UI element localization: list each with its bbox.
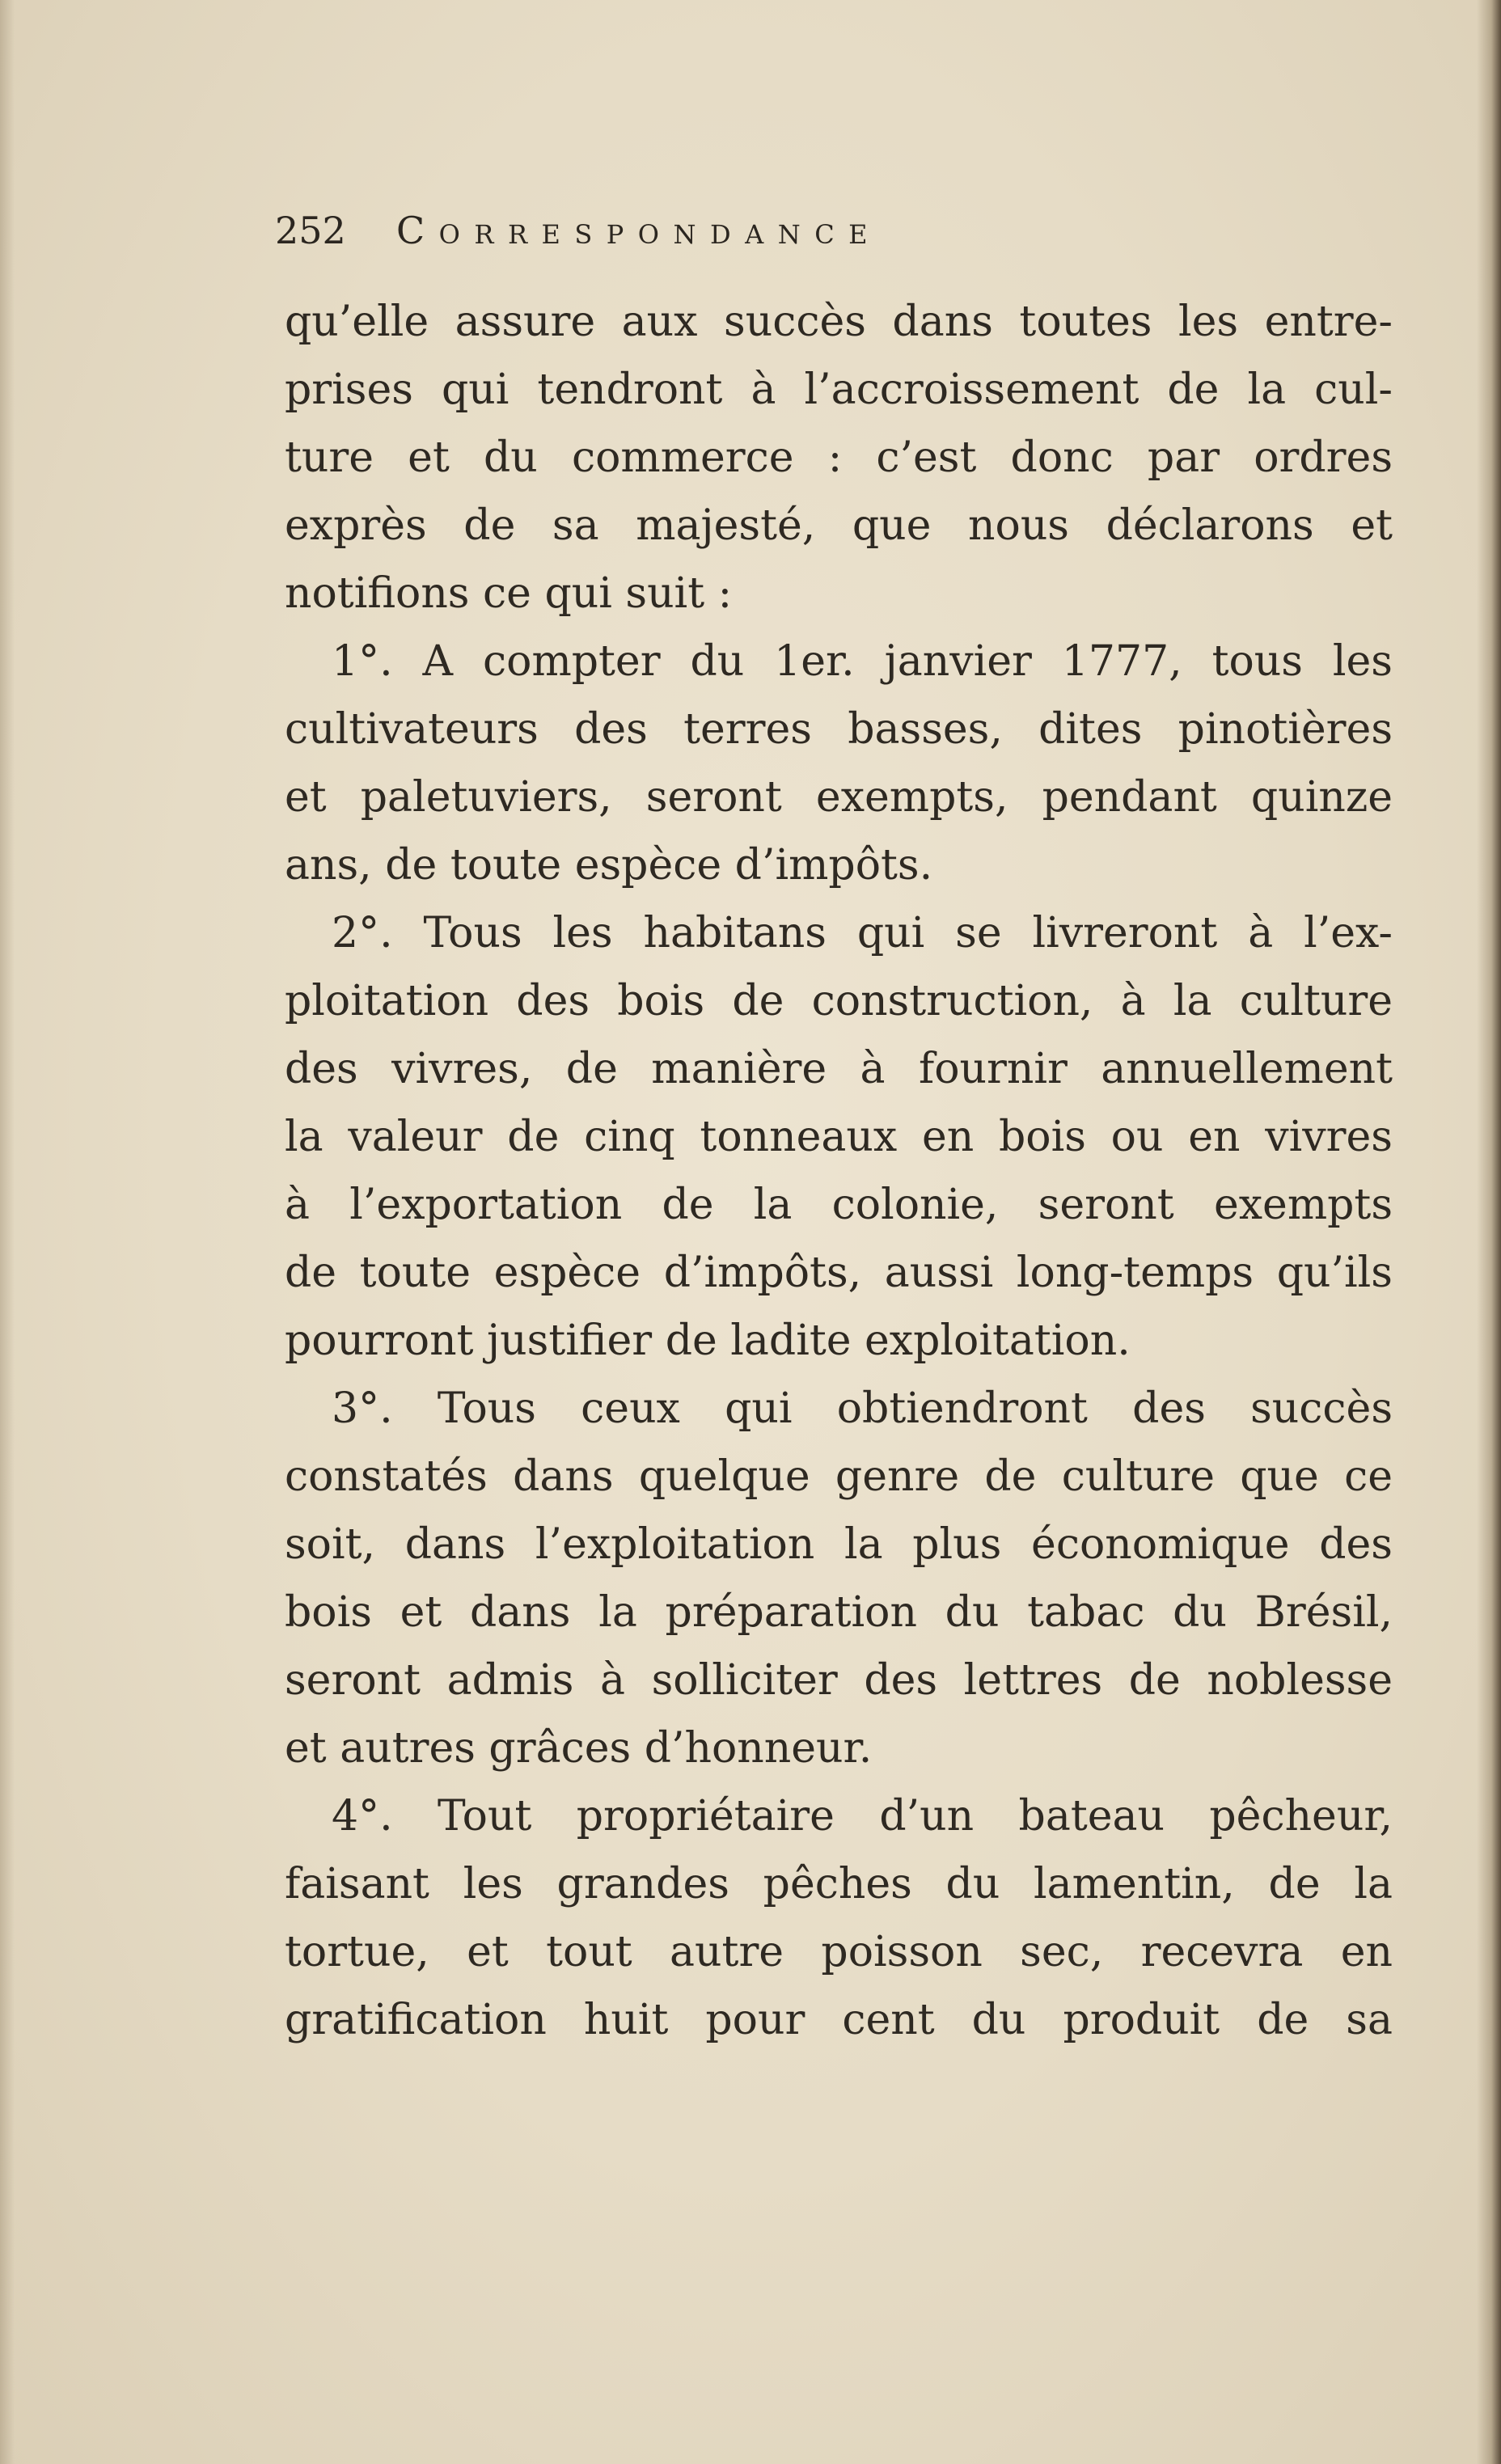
page-number: 252 — [275, 209, 346, 252]
text-line: de toute espèce d’impôts, aussi long-temps qu’ils — [285, 1249, 1393, 1297]
text-line: ans, de toute espèce d’impôts. — [285, 841, 933, 890]
text-line: des vivres, de manière à fournir annuellement — [285, 1045, 1393, 1093]
text-line: la valeur de cinq tonneaux en bois ou en vivres — [285, 1113, 1393, 1161]
text-line: seront admis à solliciter des lettres de noblesse — [285, 1656, 1393, 1705]
text-line: à l’exportation de la colonie, seront exempts — [285, 1181, 1393, 1229]
text-line: notifions ce qui suit : — [285, 569, 733, 618]
text-line: constatés dans quelque genre de culture que ce — [285, 1452, 1393, 1501]
article-1-first-line: 1°. A compter du 1er. janvier 1777, tous les — [332, 637, 1393, 686]
text-line: ploitation des bois de construction, à la culture — [285, 977, 1393, 1025]
page-header — [275, 209, 1245, 273]
text-line: exprès de sa majesté, que nous déclarons et — [285, 501, 1393, 550]
running-head: Correspondance — [396, 209, 882, 252]
article-3-first-line: 3°. Tous ceux qui obtiendront des succès — [332, 1384, 1393, 1433]
text-line: bois et dans la préparation du tabac du Brésil, — [285, 1588, 1393, 1637]
text-line: soit, dans l’exploitation la plus économique des — [285, 1520, 1393, 1569]
page-left-edge — [0, 0, 15, 2464]
text-line: faisant les grandes pêches du lamentin, de la — [285, 1860, 1393, 1908]
text-line: pourront justifier de ladite exploitation. — [285, 1317, 1131, 1365]
text-line: ture et du commerce : c’est donc par ordres — [285, 433, 1393, 482]
text-line: et autres grâces d’honneur. — [285, 1724, 873, 1773]
text-line: cultivateurs des terres basses, dites pinotières — [285, 705, 1393, 754]
body-text — [285, 288, 1393, 2054]
article-4-first-line: 4°. Tout propriétaire d’un bateau pêcheur, — [332, 1792, 1393, 1841]
text-line: prises qui tendront à l’accroissement de la cul- — [285, 366, 1393, 414]
text-line: gratification huit pour cent du produit de sa — [285, 1996, 1393, 2044]
text-line: tortue, et tout autre poisson sec, recevra en — [285, 1928, 1393, 1976]
page-right-edge — [1477, 0, 1501, 2464]
article-2-first-line: 2°. Tous les habitans qui se livreront à l’ex- — [332, 909, 1393, 957]
text-line: qu’elle assure aux succès dans toutes les entre- — [285, 298, 1393, 346]
text-line: et paletuviers, seront exempts, pendant quinze — [285, 773, 1393, 822]
